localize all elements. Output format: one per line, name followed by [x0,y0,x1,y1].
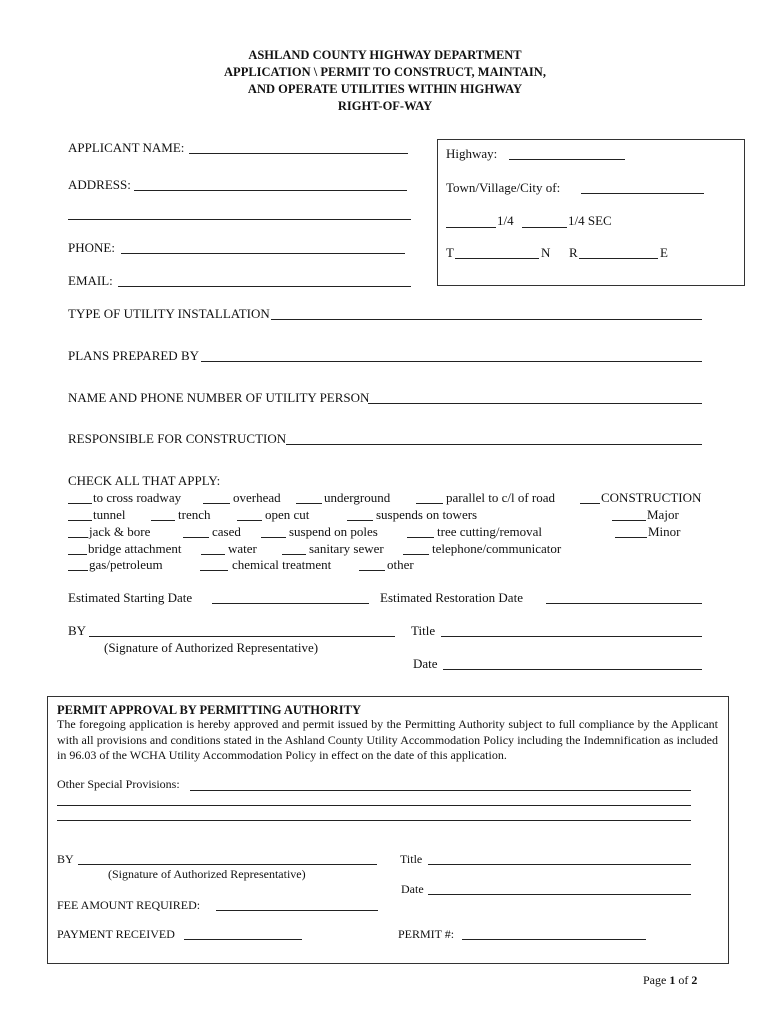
restoration-date-label: Estimated Restoration Date [380,590,523,605]
payment-received-label: PAYMENT RECEIVED [57,927,175,941]
restoration-date-field[interactable] [546,603,702,604]
option-minor: Minor [648,524,681,539]
plans-prepared-label: PLANS PREPARED BY [68,348,200,363]
utility-type-field[interactable] [271,319,702,320]
quarter-field-b[interactable] [522,227,567,228]
option-open-cut: open cut [265,507,310,522]
applicant-name-label: APPLICANT NAME: [68,140,185,155]
option-parallel: parallel to c/l of road [446,490,556,505]
checkbox-sanitary-sewer[interactable] [282,554,306,555]
checkbox-suspends-towers[interactable] [347,520,373,521]
option-construction: CONSTRUCTION [601,490,702,505]
highway-label: Highway: [446,146,498,161]
title-line-2: APPLICATION \ PERMIT TO CONSTRUCT, MAINTAIN, [224,65,546,79]
responsible-label: RESPONSIBLE FOR CONSTRUCTION [68,431,287,446]
checkbox-gas[interactable] [68,570,88,571]
utility-person-label: NAME AND PHONE NUMBER OF UTILITY PERSON [68,390,370,405]
approval-date-field[interactable] [428,894,691,895]
start-date-field[interactable] [212,603,369,604]
applicant-name-field[interactable] [189,153,408,154]
east-label: E [660,245,668,260]
address-field[interactable] [134,190,407,191]
option-suspend-poles: suspend on poles [289,524,378,539]
quarter-field-a[interactable] [446,227,496,228]
town-label: Town/Village/City of: [446,180,561,195]
checkbox-parallel[interactable] [416,503,443,504]
title-line-1: ASHLAND COUNTY HIGHWAY DEPARTMENT [248,48,522,62]
fee-amount-field[interactable] [216,910,378,911]
other-provisions-line-3[interactable] [57,820,691,821]
option-sanitary-sewer: sanitary sewer [309,541,384,556]
date-label: Date [413,656,438,671]
range-label: R [569,245,578,260]
option-water: water [228,541,257,556]
option-other: other [387,557,414,572]
by-label: BY [68,623,87,638]
checkbox-tree-cutting[interactable] [407,537,434,538]
highway-field[interactable] [509,159,625,160]
township-label: T [446,245,454,260]
plans-prepared-field[interactable] [201,361,702,362]
approval-body: The foregoing application is hereby approved and permit issued by the Permitting Authority subject to full compliance by the Applicant with all provisions and conditions stated in the Ashland County Utility Accommodation Policy including the Indemnification as included in 96.03 of the WCHA Utility Accommodation Policy in effect on the date of this application. [57,717,718,762]
option-bridge: bridge attachment [88,541,182,556]
page-number [643,973,697,988]
title-label: Title [411,623,436,638]
option-telephone: telephone/communicator [432,541,562,556]
checkbox-construction[interactable] [580,503,600,504]
phone-field[interactable] [121,253,405,254]
checkbox-open-cut[interactable] [237,520,262,521]
payment-received-field[interactable] [184,939,302,940]
title-line-3: AND OPERATE UTILITIES WITHIN HIGHWAY [247,82,523,96]
township-field[interactable] [455,258,539,259]
phone-label: PHONE: [68,240,115,255]
option-underground: underground [324,490,391,505]
checkbox-overhead[interactable] [203,503,230,504]
option-major: Major [647,507,679,522]
other-provisions-label: Other Special Provisions: [57,777,180,791]
range-field[interactable] [579,258,658,259]
fee-amount-label: FEE AMOUNT REQUIRED: [57,898,201,912]
approval-signature-field[interactable] [78,864,377,865]
title-field[interactable] [441,636,702,637]
approval-signature-caption: (Signature of Authorized Representative) [108,867,306,881]
checkbox-major[interactable] [612,520,646,521]
checkbox-jack-bore[interactable] [68,537,88,538]
checkbox-minor[interactable] [615,537,647,538]
approval-date-label: Date [401,882,424,896]
approval-title-field[interactable] [428,864,691,865]
email-label: EMAIL: [68,273,113,288]
checklist-heading: CHECK ALL THAT APPLY: [68,473,221,488]
checkbox-trench[interactable] [151,520,175,521]
title-line-4: RIGHT-OF-WAY [337,99,433,113]
town-field[interactable] [581,193,704,194]
signature-caption: (Signature of Authorized Representative) [104,640,319,655]
option-overhead: overhead [233,490,281,505]
option-suspends-towers: suspends on towers [376,507,478,522]
page-of: of [678,973,689,987]
option-jack-bore: jack & bore [89,524,151,539]
quarter-b-label: 1/4 SEC [568,213,612,228]
checkbox-telephone[interactable] [403,554,429,555]
checkbox-water[interactable] [201,554,225,555]
signature-field[interactable] [89,636,395,637]
option-gas: gas/petroleum [89,557,163,572]
address-label: ADDRESS: [68,177,131,192]
option-tunnel: tunnel [93,507,126,522]
approval-by-label: BY [57,852,74,866]
permit-number-field[interactable] [462,939,646,940]
north-label: N [541,245,551,260]
checkbox-other[interactable] [359,570,385,571]
date-field[interactable] [443,669,702,670]
checkbox-tunnel[interactable] [68,520,92,521]
checkbox-bridge[interactable] [68,554,87,555]
approval-title-label: Title [400,852,423,866]
option-trench: trench [178,507,211,522]
checkbox-underground[interactable] [296,503,322,504]
page-prefix: Page [643,973,667,987]
utility-type-label: TYPE OF UTILITY INSTALLATION [68,306,270,321]
page-total: 2 [691,973,698,987]
quarter-a-label: 1/4 [497,213,514,228]
checkbox-chemical[interactable] [200,570,228,571]
responsible-field[interactable] [286,444,702,445]
email-field[interactable] [118,286,411,287]
address-field-line-2[interactable] [68,219,411,220]
option-cased: cased [212,524,241,539]
checkbox-cased[interactable] [183,537,209,538]
utility-person-field[interactable] [368,403,702,404]
page-current: 1 [669,973,676,987]
option-cross-roadway: to cross roadway [93,490,182,505]
other-provisions-line-2[interactable] [57,805,691,806]
option-tree-cutting: tree cutting/removal [437,524,543,539]
checkbox-suspend-poles[interactable] [261,537,286,538]
option-chemical: chemical treatment [232,557,332,572]
other-provisions-field[interactable] [190,790,691,791]
permit-number-label: PERMIT #: [398,927,455,941]
start-date-label: Estimated Starting Date [68,590,193,605]
checkbox-cross-roadway[interactable] [68,503,92,504]
approval-heading: PERMIT APPROVAL BY PERMITTING AUTHORITY [57,703,361,717]
